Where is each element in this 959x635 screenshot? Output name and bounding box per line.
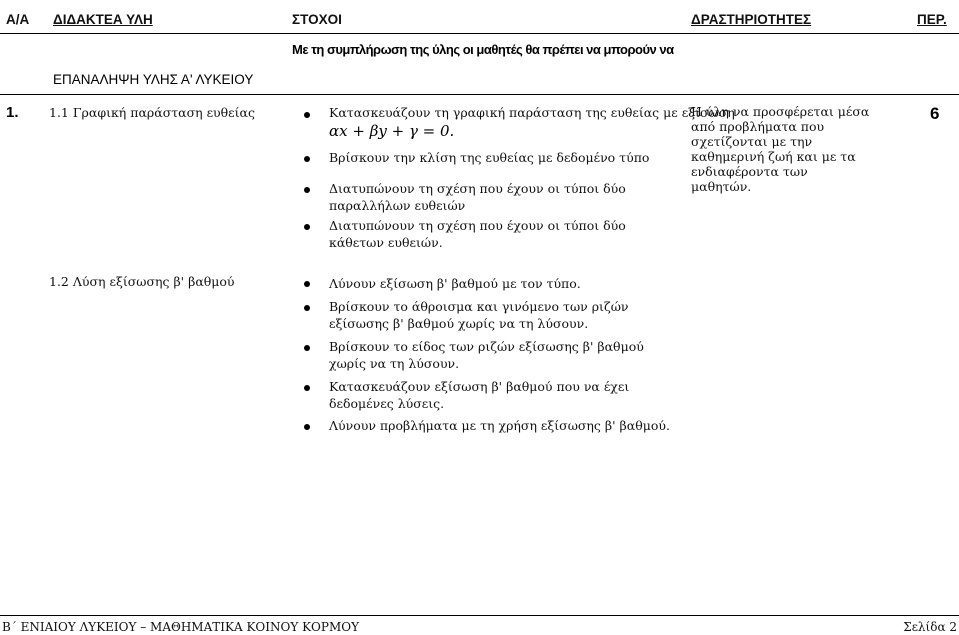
periods-value: 6 [930, 104, 940, 123]
goal-1-2-2: Βρίσκουν το άθροισμα και γινόμενο των ριζών εξίσωσης β' βαθμού χωρίς να τη λύσουν. [329, 299, 629, 331]
goal-1-1-4: Διατυπώνουν τη σχέση που έχουν οι τύποι δύο κάθετων ευθειών. [329, 218, 626, 250]
bullet [304, 224, 310, 230]
footer-left: Β΄ ΕΝΙΑΙΟΥ ΛΥΚΕΙΟΥ – ΜΑΘΗΜΑΤΙΚΑ ΚΟΙΝΟΥ ΚΟΡΜΟΥ [2, 620, 359, 634]
goal-1-2-1: Λύνουν εξίσωση β' βαθμού με τον τύπο. [329, 276, 581, 291]
bullet [304, 424, 310, 430]
goal-1-2-3: Βρίσκουν το είδος των ριζών εξίσωσης β' βαθμού χωρίς να τη λύσουν. [329, 339, 644, 371]
goal-1-1-1: Κατασκευάζουν τη γραφική παράσταση της ευθείας με εξίσωση [329, 105, 735, 120]
col-header-number: Α/Α [6, 12, 30, 27]
goal-1-2-4: Κατασκευάζουν εξίσωση β' βαθμού που να έχει δεδομένες λύσεις. [329, 379, 630, 411]
footer-page-number: Σελίδα 2 [903, 620, 957, 634]
section-1-1-title: 1.1 Γραφική παράσταση ευθείας [49, 105, 255, 120]
col-header-material: ΔΙΔΑΚΤΕΑ ΥΛΗ [53, 12, 153, 27]
section-divider [0, 94, 959, 95]
header-divider [0, 33, 959, 34]
col-header-periods: ΠΕΡ. [917, 12, 947, 27]
bullet [304, 156, 310, 162]
footer-divider [0, 615, 959, 616]
bullet [304, 281, 310, 287]
bullet [304, 305, 310, 311]
goal-1-1-3: Διατυπώνουν τη σχέση που έχουν οι τύποι δύο παραλλήλων ευθειών [329, 181, 626, 213]
goal-1-2-5: Λύνουν προβλήματα με τη χρήση εξίσωσης β' βαθμού. [329, 418, 670, 433]
bullet [304, 345, 310, 351]
bullet [304, 385, 310, 391]
bullet [304, 187, 310, 193]
goals-intro: Με τη συμπλήρωση της ύλης οι μαθητές θα πρέπει να μπορούν να [292, 42, 674, 57]
bullet [304, 112, 310, 118]
goal-1-1-2: Βρίσκουν την κλίση της ευθείας με δεδομένο τύπο [329, 150, 650, 165]
col-header-goals: ΣΤΟΧΟΙ [292, 12, 342, 27]
row-number: 1. [6, 104, 19, 121]
col-header-activities: ΔΡΑΣΤΗΡΙΟΤΗΤΕΣ [691, 12, 812, 27]
line-equation: αx + βy + γ = 0. [329, 122, 455, 140]
review-title: ΕΠΑΝΑΛΗΨΗ ΥΛΗΣ Α' ΛΥΚΕΙΟΥ [53, 72, 254, 87]
section-1-2-title: 1.2 Λύση εξίσωσης β' βαθμού [49, 274, 235, 289]
activities-text: Η ύλη να προσφέρεται μέσα από προβλήματα που σχετίζονται με την καθημερινή ζωή και με τα ενδιαφέροντα των μαθητών. [691, 104, 870, 194]
